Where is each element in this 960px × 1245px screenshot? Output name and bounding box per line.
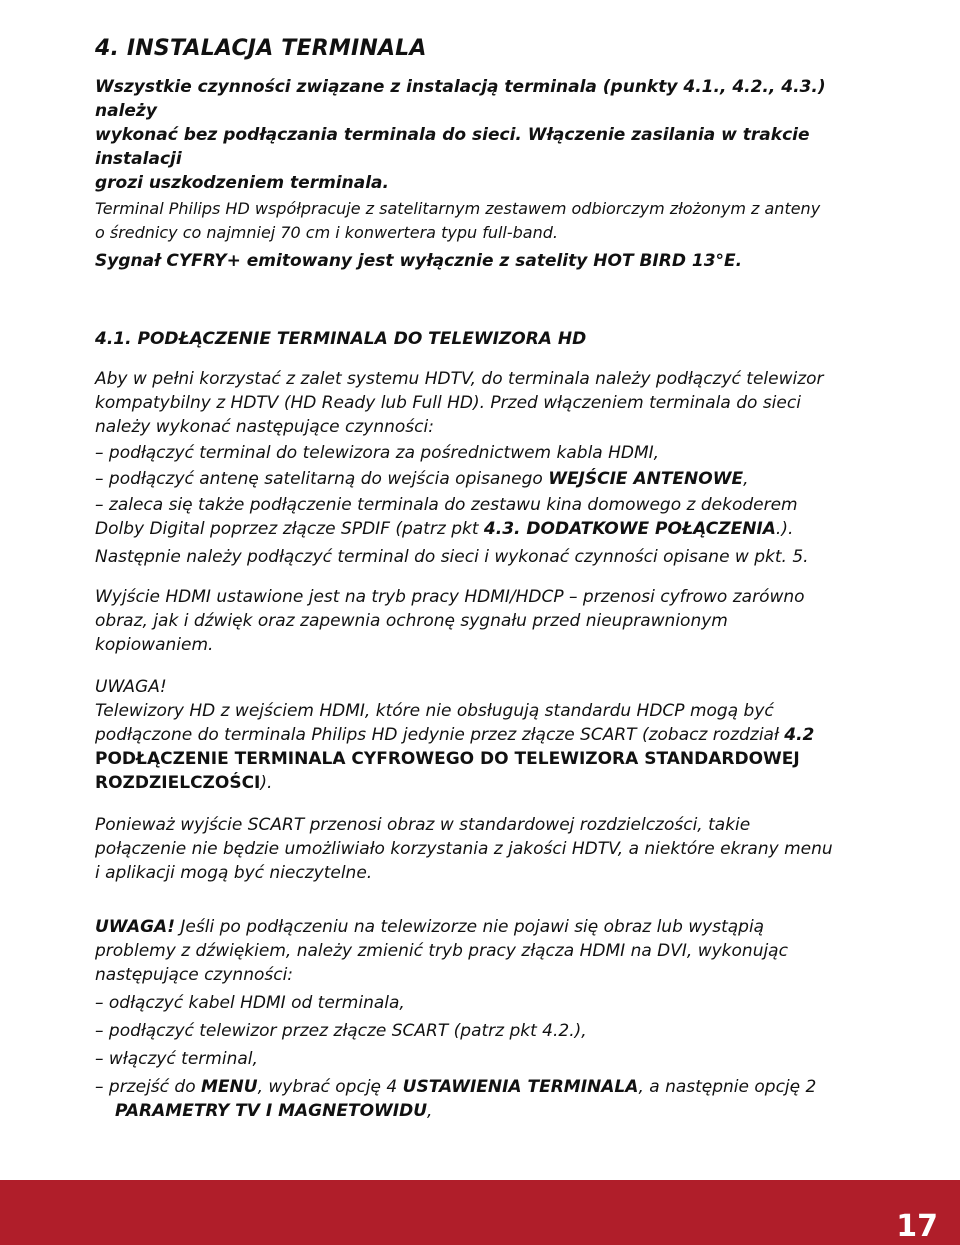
paragraph-line [95, 723, 865, 747]
hd-ready-text: kompatybilny z HDTV (HD Ready lub Full HD). [95, 393, 486, 413]
page-content [95, 36, 865, 1123]
paragraph-line: obraz, jak i dźwięk oraz zapewnia ochronę sygnału przed nieuprawnionym [95, 611, 728, 631]
paragraph-line: kopiowaniem. [95, 635, 214, 655]
info-line: o średnicy co najmniej 70 cm i konwertera typu full-band. [95, 223, 558, 242]
list-item [95, 467, 865, 491]
list-item-text: – przejść do [95, 1077, 201, 1097]
signal-note: Sygnał CYFRY+ emitowany jest wyłącznie z satelity HOT BIRD 13°E. [95, 251, 743, 271]
chapter-heading: 4. INSTALACJA TERMINALA [95, 36, 427, 61]
paragraph-text: Jeśli po podłączeniu na telewizorze nie pojawi się obraz lub wystąpią [174, 917, 765, 937]
list-item: – włączyć terminal, [95, 1049, 258, 1069]
paragraph-text: podłączone do terminala Philips HD jedynie przez złącze SCART (zobacz rozdział [95, 725, 785, 745]
info-line: Terminal Philips HD współpracuje z satelitarnym zestawem odbiorczym złożonym z anteny [95, 199, 821, 218]
list-item-text: , a następnie opcję 2 [638, 1077, 817, 1097]
paragraph-line: następujące czynności: [95, 965, 294, 985]
menu-reference: MENU [201, 1077, 258, 1097]
paragraph-line [95, 771, 865, 795]
list-item-text: – podłączyć antenę satelitarną do wejścia opisanego [95, 469, 549, 489]
section-reference: ROZDZIELCZOŚCI [95, 773, 261, 793]
list-item: – odłączyć kabel HDMI od terminala, [95, 993, 405, 1013]
list-item: – podłączyć terminal do telewizora za pośrednictwem kabla HDMI, [95, 443, 660, 463]
paragraph-line: należy wykonać następujące czynności: [95, 417, 434, 437]
section-reference: PODŁĄCZENIE TERMINALA CYFROWEGO DO TELEWIZORA STANDARDOWEJ [95, 749, 800, 769]
menu-reference: USTAWIENIA TERMINALA [402, 1077, 639, 1097]
power-note-text: Przed włączeniem terminala do sieci [485, 393, 801, 413]
paragraph-text: ). [260, 773, 273, 793]
install-warning [95, 75, 865, 195]
list-item: – zaleca się także podłączenie terminala do zestawu kina domowego z dekoderem [95, 495, 798, 515]
page-number: 17 [896, 1209, 938, 1244]
paragraph-line [95, 915, 865, 939]
scart-paragraph [95, 813, 865, 885]
paragraph-line: Wyjście HDMI ustawione jest na tryb pracy HDMI/HDCP – przenosi cyfrowo zarówno [95, 587, 805, 607]
paragraph-line: problemy z dźwiękiem, należy zmienić tryb pracy złącza HDMI na DVI, wykonując [95, 941, 788, 961]
warning-dvi [95, 915, 865, 1123]
antenna-input-label: WEJŚCIE ANTENOWE [548, 469, 744, 489]
footer-bar [0, 1180, 960, 1245]
list-item-continuation [95, 1099, 865, 1123]
list-item-text: Dolby Digital poprzez złącze SPDIF (patrz pkt [95, 519, 484, 539]
list-item [95, 1075, 865, 1099]
list-item-text: .). [775, 519, 794, 539]
paragraph-line: Ponieważ wyjście SCART przenosi obraz w standardowej rozdzielczości, takie [95, 815, 751, 835]
warning-line: wykonać bez podłączania terminala do sieci. Włączenie zasilania w trakcie instalacji [95, 125, 810, 169]
compatibility-info [95, 197, 865, 245]
next-step-note: Następnie należy podłączyć terminal do sieci i wykonać czynności opisane w pkt. 5. [95, 547, 809, 567]
paragraph-line [95, 391, 865, 415]
warning-line: Wszystkie czynności związane z instalacją terminala (punkty 4.1., 4.2., 4.3.) należy [95, 77, 826, 121]
hdmi-paragraph [95, 585, 865, 657]
section-reference: 4.3. DODATKOWE POŁĄCZENIA [483, 519, 776, 539]
section-title: 4.1. PODŁĄCZENIE TERMINALA DO TELEWIZORA HD [95, 329, 587, 349]
list-item-continuation [95, 517, 865, 541]
menu-reference: PARAMETRY TV I MAGNETOWIDU [115, 1101, 428, 1121]
list-item-text: , [743, 469, 749, 489]
paragraph-line: i aplikacji mogą być nieczytelne. [95, 863, 373, 883]
warning-label: UWAGA! [95, 677, 167, 697]
list-item: – podłączyć telewizor przez złącze SCART (patrz pkt 4.2.), [95, 1021, 587, 1041]
hdtv-paragraph [95, 367, 865, 541]
warning-line: grozi uszkodzeniem terminala. [95, 173, 389, 193]
list-item-text: , wybrać opcję 4 [257, 1077, 403, 1097]
warning-hdcp [95, 675, 865, 795]
section-reference: 4.2 [784, 725, 815, 745]
paragraph-line: połączenie nie będzie umożliwiało korzystania z jakości HDTV, a niektóre ekrany menu [95, 839, 833, 859]
warning-label: UWAGA! [95, 917, 175, 937]
list-item-text: , [427, 1101, 433, 1121]
paragraph-line: Aby w pełni korzystać z zalet systemu HDTV, do terminala należy podłączyć telewizor [95, 369, 824, 389]
paragraph-line: Telewizory HD z wejściem HDMI, które nie obsługują standardu HDCP mogą być [95, 701, 774, 721]
